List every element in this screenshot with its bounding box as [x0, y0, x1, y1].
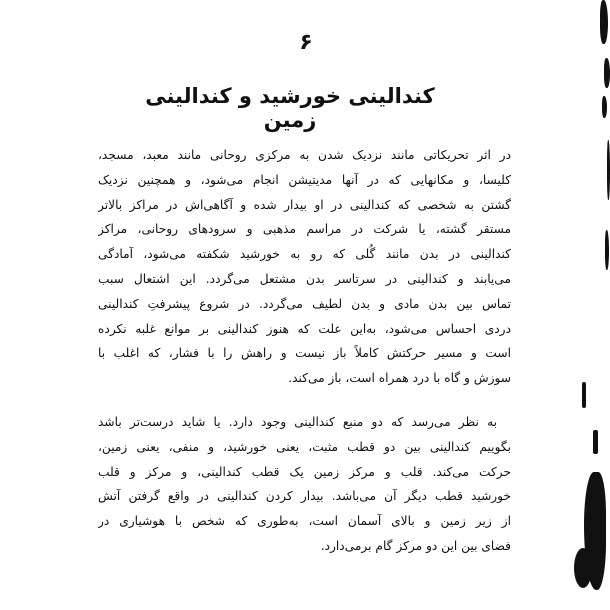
text-line: به نظر می‌رسد که دو منبع کندالینی وجود دارد. یا شاید درست‌تر باشد	[98, 415, 497, 429]
scan-artifact	[574, 548, 592, 588]
scan-artifact	[604, 58, 610, 88]
scan-artifact	[605, 230, 609, 270]
text-line: حرکت می‌کند. قلب و مرکز زمین یک قطب کندالینی، و مرکز و قلب	[98, 464, 511, 479]
chapter-title: کندالینی خورشید و کندالینی زمین	[145, 84, 435, 132]
scan-artifact	[582, 382, 586, 408]
text-line: خورشید قطب دیگر آن می‌باشد. بیدار کردن کندالینی در واقع گرفتن آتش	[98, 489, 511, 504]
text-line: تماس بین بدن مادی و بدن لطیف می‌گردد. در شروع پیشرفتِ کندالینی	[98, 296, 511, 311]
text-line: مستقر گشته، یا شرکت در مراسم مذهبی و سرودهای روحانی، مراکز	[98, 222, 511, 237]
scan-artifact	[593, 430, 598, 454]
text-line: می‌یابند و کندالینی در سرتاسر بدن مشتعل می‌گردد. این اشتعال سبب	[98, 271, 511, 286]
text-line: گشتن به شخصی که کندالینی در او بیدار شده و آگاهی‌اش در مراکز بالاتر	[98, 197, 511, 212]
text-line: در اثر تحریکاتی مانند نزدیک شدن به مرکزی روحانی مانند معبد، مسجد،	[98, 148, 511, 162]
text-line: از زیر زمین و بالای آسمان است، به‌طوری که شخص با هوشیاری در	[98, 514, 511, 529]
text-line: دردی احساس می‌شود، به‌این علت که هنوز کندالینی بر موانع غلبه نکرده	[98, 321, 511, 336]
page-number: ۶	[299, 30, 313, 55]
scan-artifact	[602, 96, 607, 118]
text-line: کندالینی در بدن مانند گُلی که رو به خورشید شکفته می‌شود، آمادگی	[98, 247, 511, 262]
text-line: فضای بین این دو مرکز گام برمی‌دارد.	[320, 538, 511, 553]
paragraph-1	[98, 143, 511, 391]
text-line: است و مسیر حرکتش کاملاً باز نیست و راهش را با فشار، که اغلب با	[98, 346, 511, 361]
scan-artifact	[600, 0, 608, 44]
text-line: بگوییم کندالینی بین دو قطب مثبت، یعنی خورشید، و منفی، یعنی زمین،	[98, 439, 511, 454]
paragraph-2	[98, 410, 511, 559]
text-line: سوزش و گاه با درد همراه است، باز می‌کند.	[288, 371, 511, 386]
text-line: کلیسا، و مکانهایی که در آنها مدیتیشن انجام می‌شود، و همچنین نزدیک	[98, 172, 511, 187]
